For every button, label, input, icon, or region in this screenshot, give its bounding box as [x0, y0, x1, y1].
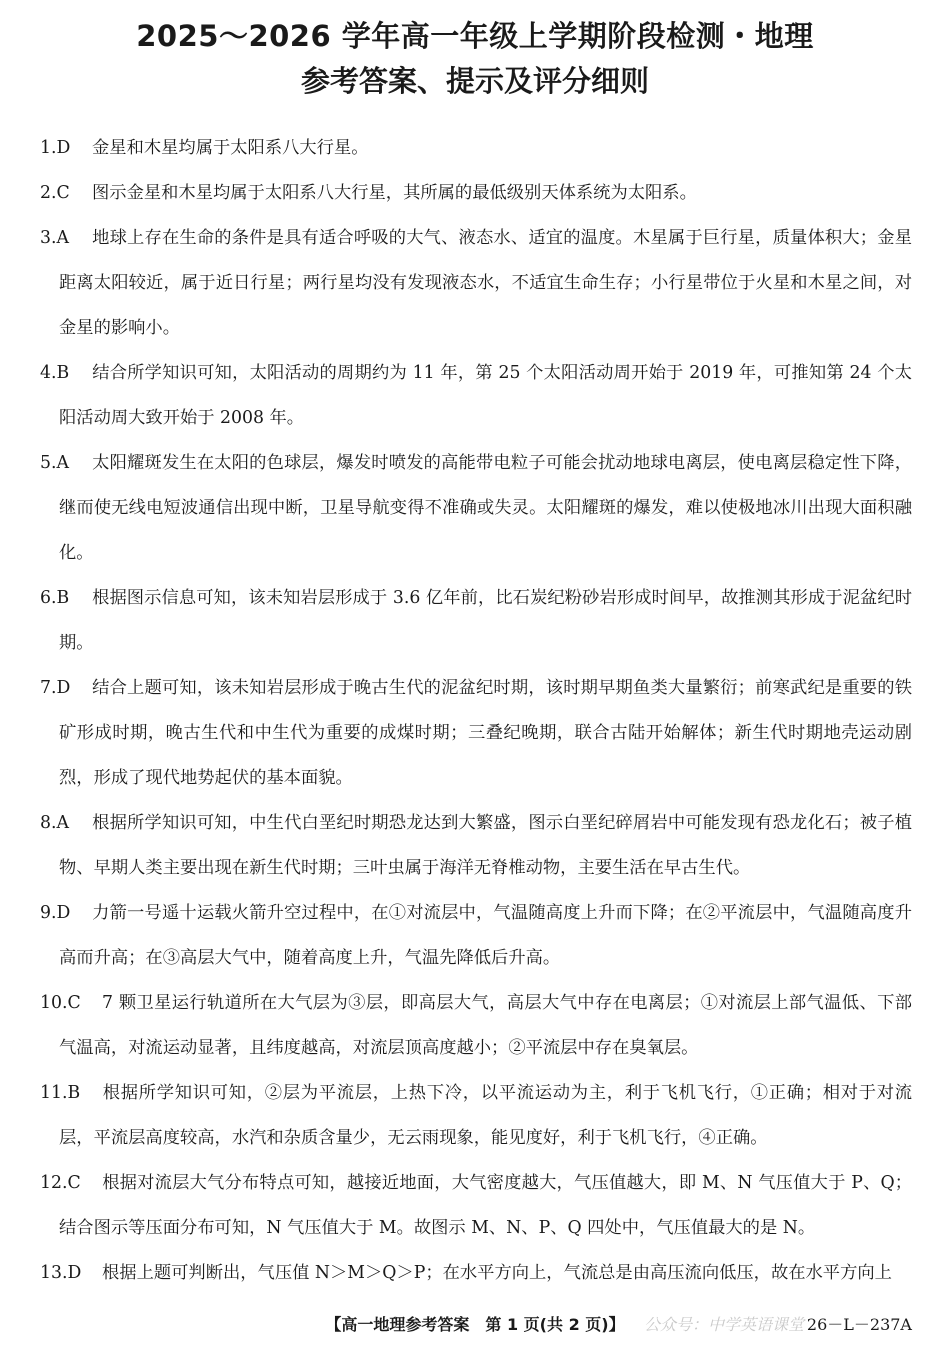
answer-text: 力箭一号遥十运载火箭升空过程中，在①对流层中，气温随高度上升而下降；在②平流层中，气温随高度升高而升高；在③高层大气中，随着高度上升，气温先降低后升高。 — [59, 903, 912, 968]
answer-text: 根据上题可判断出，气压值 N＞M＞Q＞P；在水平方向上，气流总是由高压流向低压，故在水平方向上 — [102, 1263, 892, 1283]
answer-label: 11.B — [40, 1083, 81, 1103]
answer-item-9 — [40, 891, 912, 981]
watermark: 公众号：中学英语课堂 — [644, 1315, 805, 1334]
answer-label: 5.A — [40, 453, 69, 473]
answer-item-8 — [40, 801, 912, 891]
answer-item-12 — [40, 1161, 912, 1251]
answer-item-5 — [40, 441, 912, 576]
answer-item-3 — [40, 216, 912, 351]
answer-label: 6.B — [40, 588, 70, 608]
answer-label: 8.A — [40, 813, 69, 833]
answer-label: 12.C — [40, 1173, 81, 1193]
answer-text: 结合上题可知，该未知岩层形成于晚古生代的泥盆纪时期，该时期早期鱼类大量繁衍；前寒武纪是重要的铁矿形成时期，晚古生代和中生代为重要的成煤时期；三叠纪晚期，联合古陆开始解体；新生代时期地壳运动剧烈，形成了现代地势起伏的基本面貌。 — [59, 678, 912, 788]
answer-item-7 — [40, 666, 912, 801]
answer-text: 根据所学知识可知，中生代白垩纪时期恐龙达到大繁盛，图示白垩纪碎屑岩中可能发现有恐龙化石；被子植物、早期人类主要出现在新生代时期；三叶虫属于海洋无脊椎动物，主要生活在早古生代。 — [59, 813, 912, 878]
answer-item-11 — [40, 1071, 912, 1161]
answer-text: 根据图示信息可知，该未知岩层形成于 3.6 亿年前，比石炭纪粉砂岩形成时间早，故推测其形成于泥盆纪时期。 — [59, 588, 912, 653]
answer-label: 1.D — [40, 138, 71, 158]
page-footer — [0, 1310, 950, 1340]
document-code: 26－L－237A — [806, 1315, 912, 1334]
answer-item-10 — [40, 981, 912, 1071]
answer-text: 太阳耀斑发生在太阳的色球层，爆发时喷发的高能带电粒子可能会扰动地球电离层，使电离层稳定性下降，继而使无线电短波通信出现中断，卫星导航变得不准确或失灵。太阳耀斑的爆发，难以使极地冰川出现大面积融化。 — [59, 453, 912, 563]
answer-label: 4.B — [40, 363, 70, 383]
answer-label: 7.D — [40, 678, 71, 698]
answer-text: 结合所学知识可知，太阳活动的周期约为 11 年，第 25 个太阳活动周开始于 2019 年，可推知第 24 个太阳活动周大致开始于 2008 年。 — [59, 363, 912, 428]
page-title: 2025～2026 学年高一年级上学期阶段检测・地理 — [136, 19, 814, 53]
answer-label: 10.C — [40, 993, 81, 1013]
answer-item-13 — [40, 1251, 912, 1296]
footer-page-info: 【高一地理参考答案 第 1 页(共 2 页)】 — [325, 1315, 625, 1334]
answer-label: 13.D — [40, 1263, 82, 1283]
answer-list — [40, 126, 912, 1296]
answer-label: 9.D — [40, 903, 71, 923]
answer-text: 根据所学知识可知，②层为平流层，上热下冷，以平流运动为主，利于飞机飞行，①正确；相对于对流层，平流层高度较高，水汽和杂质含量少，无云雨现象，能见度好，利于飞机飞行，④正确。 — [59, 1083, 912, 1148]
page-subtitle: 参考答案、提示及评分细则 — [300, 64, 649, 98]
answer-label: 2.C — [40, 183, 70, 203]
answer-item-4 — [40, 351, 912, 441]
answer-text: 金星和木星均属于太阳系八大行星。 — [92, 138, 369, 158]
answer-item-1 — [40, 126, 912, 171]
answer-text: 图示金星和木星均属于太阳系八大行星，其所属的最低级别天体系统为太阳系。 — [92, 183, 697, 203]
answer-item-2 — [40, 171, 912, 216]
answer-label: 3.A — [40, 228, 69, 248]
answer-text: 根据对流层大气分布特点可知，越接近地面，大气密度越大，气压值越大，即 M、N 气压值大于 P、Q；结合图示等压面分布可知，N 气压值大于 M。故图示 M、N、P、Q 四处中，气压值最大的是 N。 — [59, 1173, 912, 1238]
answer-text: 7 颗卫星运行轨道所在大气层为③层，即高层大气，高层大气中存在电离层；①对流层上部气温低、下部气温高，对流运动显著，且纬度越高，对流层顶高度越小；②平流层中存在臭氧层。 — [59, 993, 912, 1058]
answer-text: 地球上存在生命的条件是具有适合呼吸的大气、液态水、适宜的温度。木星属于巨行星，质量体积大；金星距离太阳较近，属于近日行星；两行星均没有发现液态水，不适宜生命生存；小行星带位于火星和木星之间，对金星的影响小。 — [59, 228, 912, 338]
answer-item-6 — [40, 576, 912, 666]
